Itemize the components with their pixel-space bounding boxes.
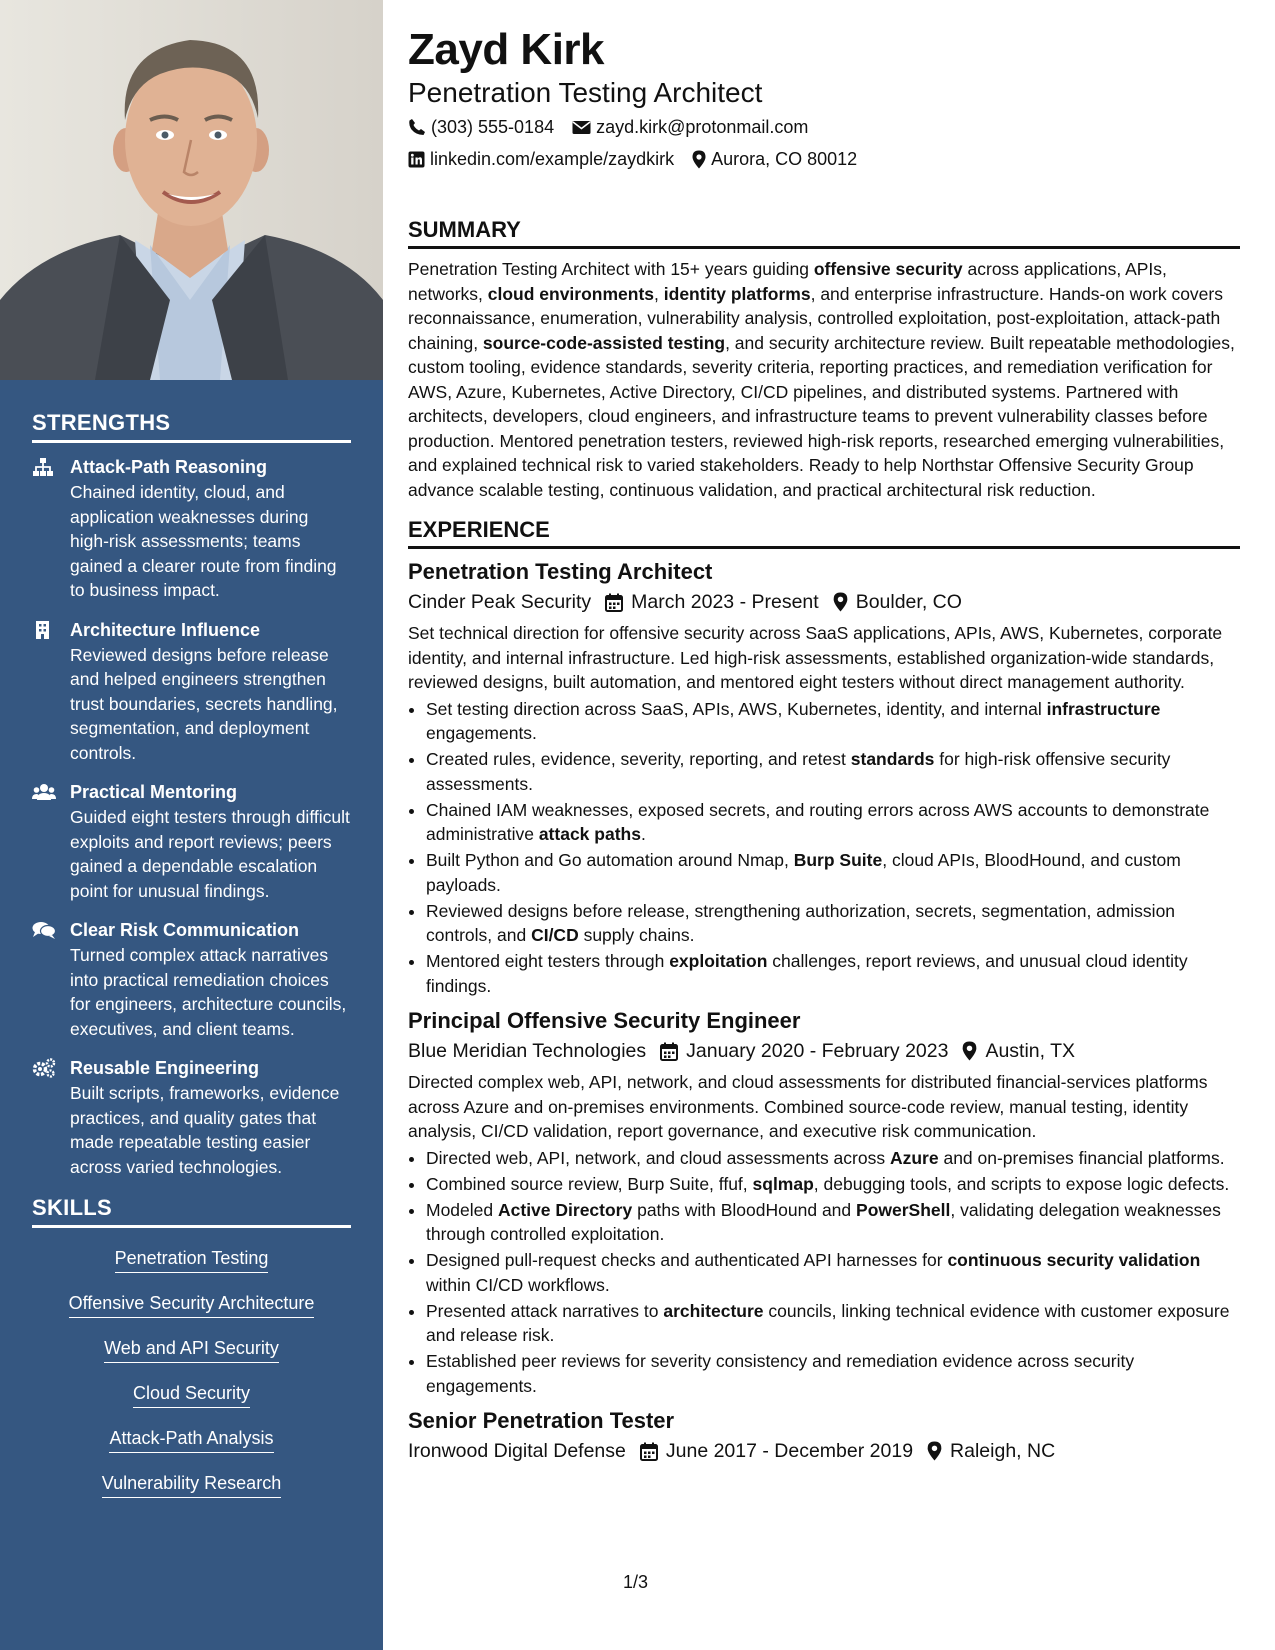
strength-title: Architecture Influence: [70, 619, 261, 640]
comments-icon: [32, 918, 70, 1041]
list-item: [426, 697, 1240, 746]
map-marker-icon: [692, 150, 706, 169]
list-item: [426, 1146, 1240, 1171]
list-item: [426, 1248, 1240, 1297]
text-run: within CI/CD workflows.: [426, 1274, 610, 1295]
text-run: engagements.: [426, 723, 537, 743]
strength-item: [32, 455, 351, 603]
experience-entry: [408, 557, 1240, 998]
page-number: 1/3: [623, 1572, 649, 1592]
text-run: Reviewed designs before release, strengthening authorization, secrets, segmentation, admission controls, and: [426, 900, 1176, 945]
linkedin-icon: [408, 151, 425, 168]
bold-text: PowerShell: [856, 1199, 951, 1220]
strength-item: [32, 1056, 351, 1179]
contact-row: [408, 112, 1240, 142]
role-meta: [408, 1436, 1240, 1466]
map-marker-icon: [962, 1041, 977, 1061]
phone-contact[interactable]: [408, 112, 554, 142]
bold-text: offensive security: [813, 259, 963, 279]
location-contact: [692, 144, 857, 174]
strength-item: [32, 918, 351, 1041]
users-icon: [32, 780, 70, 903]
text-run: Built Python and Go automation around Nmap,: [426, 850, 794, 870]
list-item: [426, 1349, 1240, 1398]
text-run: Mentored eight testers through: [426, 951, 670, 971]
strength-title: Attack-Path Reasoning: [70, 457, 268, 477]
sidebar: [0, 0, 383, 1650]
experience-entry: [408, 1006, 1240, 1398]
summary-text: [408, 257, 1240, 502]
experience-heading: EXPERIENCE: [408, 516, 1240, 549]
text-run: , cloud APIs, BloodHound, and custom payloads.: [426, 850, 1181, 895]
cogs-icon: [32, 1056, 70, 1179]
envelope-icon: [572, 120, 591, 135]
skill-item: Cloud Security: [133, 1381, 250, 1408]
list-item: [426, 848, 1240, 897]
text-run: , validating delegation weaknesses through controlled exploitation.: [426, 1199, 1221, 1244]
skills-list: [32, 1240, 351, 1516]
role-bullets: [408, 697, 1240, 999]
list-item: [426, 747, 1240, 796]
bold-text: infrastructure: [1046, 698, 1161, 719]
text-run: councils, linking technical evidence with customer exposure and release risk.: [426, 1300, 1230, 1345]
bold-text: sqlmap: [752, 1173, 814, 1194]
candidate-name: Zayd Kirk: [408, 25, 605, 74]
strength-desc: Reviewed designs before release and helped engineers strengthen trust boundaries, secrets handling, segmentation, and deployment controls.: [70, 644, 338, 763]
bold-text: Active Directory: [498, 1199, 633, 1220]
role-meta: [408, 1036, 1240, 1066]
bold-text: attack paths: [538, 824, 641, 844]
list-item: [426, 1198, 1240, 1247]
bold-text: CI/CD: [531, 925, 579, 945]
linkedin-text: linkedin.com/example/zaydkirk: [430, 149, 675, 169]
role-bullets: [408, 1146, 1240, 1399]
role-location: Boulder, CO: [855, 591, 962, 613]
strengths-heading: STRENGTHS: [32, 410, 351, 443]
role-description: Set technical direction for offensive security across SaaS applications, APIs, AWS, Kubernetes, corporate identity, and internal infrastructure. Led high-risk assessments, established organization-wide standards, reviewed designs, built automation, and mentored eight testers without direct management authority.: [408, 623, 1223, 692]
role-location: Austin, TX: [985, 1040, 1076, 1062]
skills-heading: SKILLS: [32, 1195, 351, 1228]
text-run: and on-premises financial platforms.: [938, 1147, 1225, 1168]
sidebar-content: [32, 410, 351, 1516]
text-run: across applications, APIs, networks,: [408, 259, 1167, 304]
email-contact[interactable]: [572, 112, 808, 142]
strength-desc: Turned complex attack narratives into practical remediation choices for engineers, architecture councils, executives, and client teams.: [70, 945, 347, 1039]
list-item: [426, 949, 1240, 998]
calendar-icon: [640, 1442, 658, 1461]
skill-item: Attack-Path Analysis: [109, 1426, 273, 1453]
strength-desc: Built scripts, frameworks, evidence practices, and quality gates that made repeatable testing easier across varied technologies.: [70, 1083, 340, 1177]
bold-text: cloud environments: [487, 283, 655, 304]
summary-heading: SUMMARY: [408, 216, 1240, 249]
list-item: [426, 1172, 1240, 1197]
calendar-icon: [605, 593, 623, 612]
main-content: [408, 24, 1240, 1470]
strength-title: Practical Mentoring: [70, 782, 238, 802]
strength-desc: Guided eight testers through difficult exploits and report reviews; peers gained a dependable escalation point for unusual findings.: [70, 807, 350, 901]
profile-photo: [0, 0, 383, 380]
calendar-icon: [660, 1042, 678, 1061]
text-run: Directed web, API, network, and cloud assessments across: [426, 1147, 890, 1168]
text-run: ,: [654, 283, 664, 304]
contact-row: [408, 144, 1240, 174]
map-marker-icon: [927, 1441, 942, 1461]
building-icon: [32, 618, 70, 766]
skill-item: Web and API Security: [104, 1336, 279, 1363]
phone-text: (303) 555-0184: [431, 117, 555, 137]
experience-entry: [408, 1406, 1240, 1466]
role-dates: January 2020 - February 2023: [686, 1040, 949, 1062]
text-run: Established peer reviews for severity consistency and remediation evidence across security engagements.: [426, 1351, 1135, 1396]
list-item: [426, 798, 1240, 847]
role-description: Directed complex web, API, network, and cloud assessments for distributed financial-services platforms across Azure and on-premises environments. Combined source-code review, manual testing, identity analysis, CI/CD validation, report governance, and executive risk communication.: [408, 1072, 1208, 1141]
role-location: Raleigh, NC: [950, 1440, 1056, 1462]
bold-text: architecture: [663, 1300, 764, 1321]
text-run: Modeled: [426, 1199, 498, 1220]
location-text: Aurora, CO 80012: [711, 149, 858, 169]
strength-title: Clear Risk Communication: [70, 920, 300, 940]
text-run: Created rules, evidence, severity, reporting, and retest: [426, 749, 851, 769]
role-dates: June 2017 - December 2019: [665, 1440, 914, 1462]
text-run: , and enterprise infrastructure. Hands-on work covers reconnaissance, enumeration, vulnerability analysis, controlled exploitation, post-exploitation, attack-path chaining,: [408, 283, 1223, 353]
bold-text: standards: [850, 749, 935, 769]
bold-text: Burp Suite: [793, 850, 883, 870]
text-run: Combined source review, Burp Suite, ffuf,: [426, 1173, 753, 1194]
strength-item: [32, 780, 351, 903]
portrait-illustration: [0, 0, 383, 380]
text-run: , and security architecture review. Built repeatable methodologies, custom tooling, evidence standards, severity criteria, reporting practices, and remediation verification for AWS, Azure, Kubernetes, Active Directory, CI/CD pipelines, and distributed systems. Partnered with architects, developers, cloud engineers, and infrastructure teams to prevent vulnerability classes before production. Mentored penetration testers, reviewed high-risk reports, researched emerging vulnerabilities, and explained technical risk to varied stakeholders. Ready to help Northstar Offensive Security Group advance scalable testing, continuous validation, and practical architectural risk reduction.: [408, 332, 1235, 500]
bold-text: Azure: [889, 1147, 939, 1168]
role-title: Penetration Testing Architect: [408, 559, 713, 584]
sitemap-icon: [32, 455, 70, 603]
text-run: Set testing direction across SaaS, APIs, AWS, Kubernetes, identity, and internal: [426, 698, 1047, 719]
role-title: Senior Penetration Tester: [408, 1408, 675, 1433]
text-run: for high-risk offensive security assessments.: [426, 749, 1171, 794]
strength-desc: Chained identity, cloud, and application weaknesses during high-risk assessments; teams gained a clearer route from finding to business impact.: [70, 482, 337, 600]
map-marker-icon: [833, 592, 848, 612]
text-run: Penetration Testing Architect with 15+ years guiding: [408, 259, 814, 279]
email-text: zayd.kirk@protonmail.com: [596, 117, 809, 137]
phone-icon: [408, 118, 426, 136]
bold-text: identity platforms: [663, 283, 811, 304]
bold-text: exploitation: [669, 951, 768, 971]
linkedin-contact[interactable]: [408, 144, 674, 174]
text-run: Presented attack narratives to: [426, 1300, 664, 1321]
list-item: [426, 1299, 1240, 1348]
text-run: Chained IAM weaknesses, exposed secrets, and routing errors across AWS accounts to demonstrate administrative: [426, 799, 1210, 844]
skill-item: Vulnerability Research: [102, 1471, 281, 1498]
role-meta: [408, 587, 1240, 617]
strength-item: [32, 618, 351, 766]
company-name: Cinder Peak Security: [408, 591, 592, 613]
text-run: supply chains.: [578, 925, 695, 945]
bold-text: source-code-assisted testing: [482, 332, 726, 353]
strength-title: Reusable Engineering: [70, 1058, 260, 1078]
role-title: Principal Offensive Security Engineer: [408, 1008, 801, 1033]
text-run: , debugging tools, and scripts to expose logic defects.: [813, 1173, 1230, 1194]
skill-item: Penetration Testing: [115, 1246, 269, 1273]
company-name: Blue Meridian Technologies: [408, 1040, 647, 1062]
role-dates: March 2023 - Present: [631, 591, 819, 613]
text-run: .: [640, 824, 646, 844]
company-name: Ironwood Digital Defense: [408, 1440, 626, 1462]
skill-item: Offensive Security Architecture: [69, 1291, 315, 1318]
text-run: paths with BloodHound and: [632, 1199, 857, 1220]
list-item: [426, 899, 1240, 948]
text-run: challenges, report reviews, and unusual cloud identity findings.: [426, 951, 1188, 996]
text-run: Designed pull-request checks and authenticated API harnesses for: [426, 1250, 948, 1270]
bold-text: continuous security validation: [947, 1250, 1201, 1270]
candidate-title: Penetration Testing Architect: [408, 77, 763, 108]
